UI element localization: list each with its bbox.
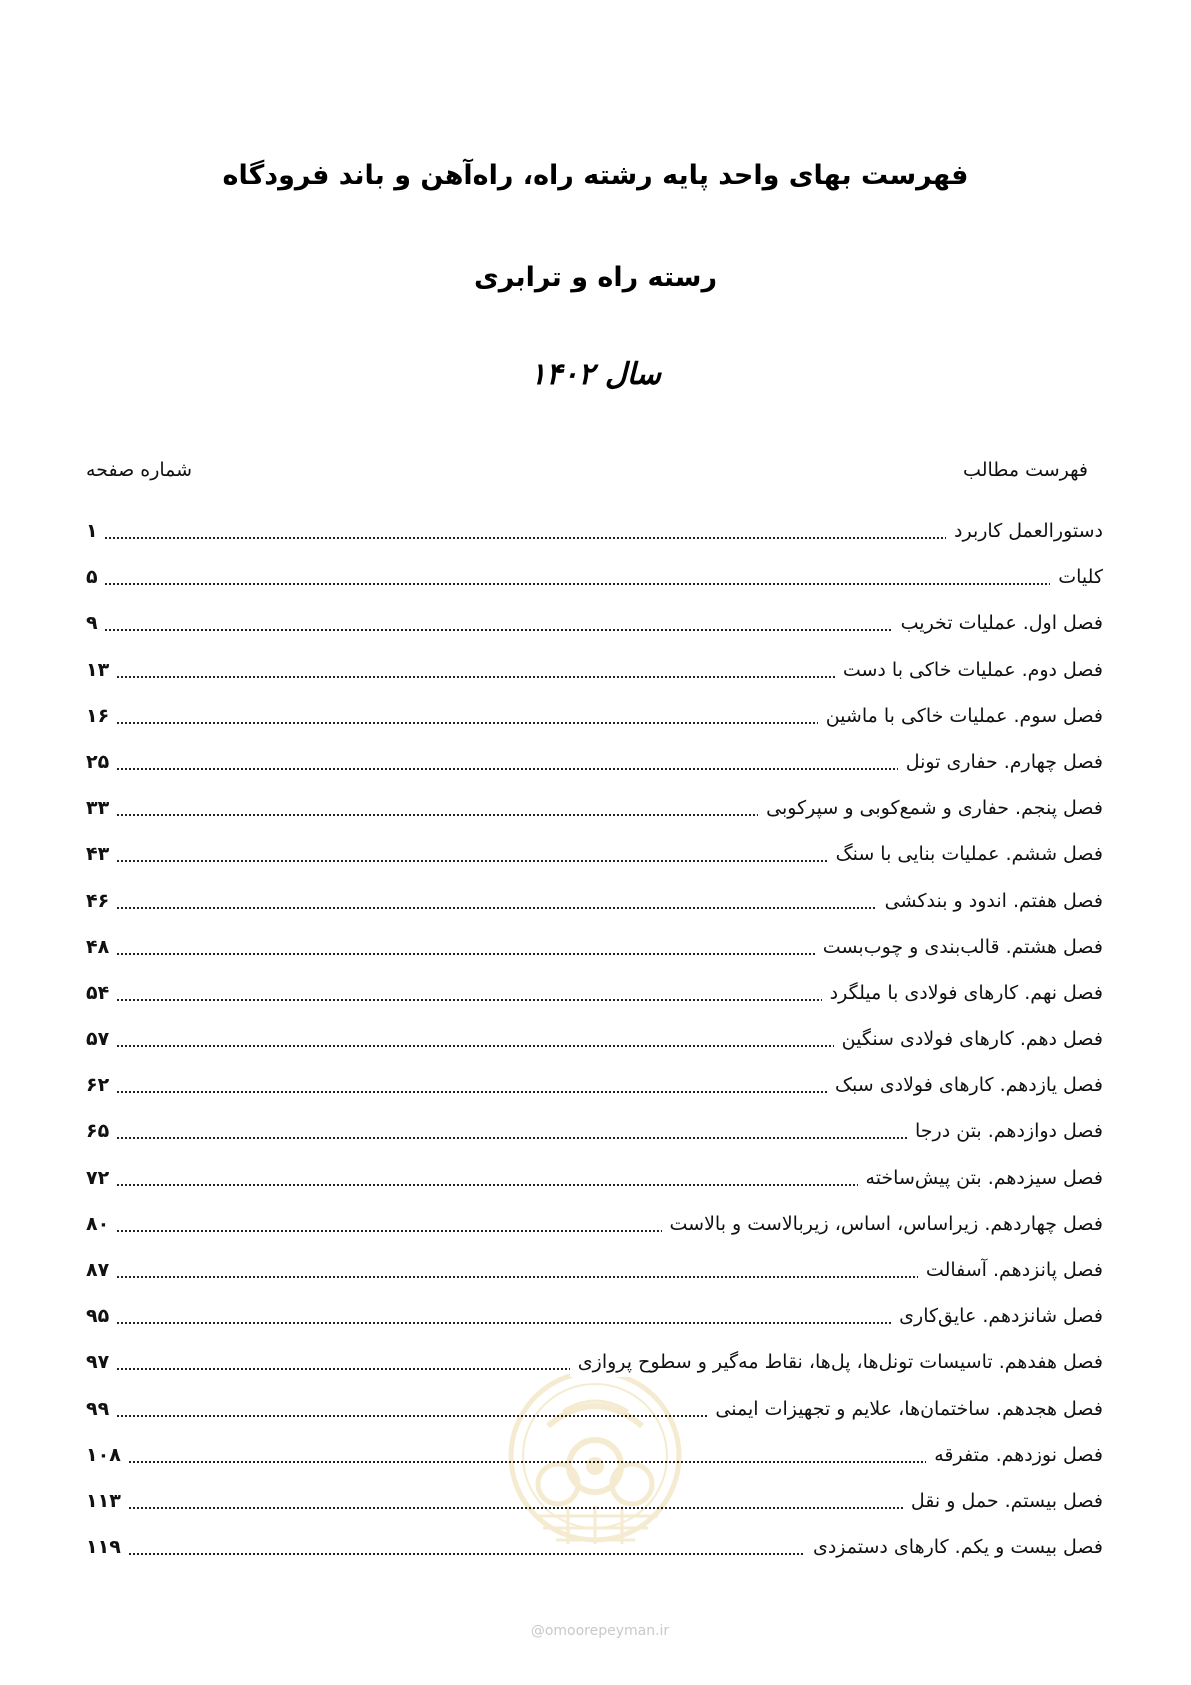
- toc-chapter-label: فصل چهارم. حفاری تونل: [898, 747, 1103, 777]
- toc-page-number: ۸۰: [86, 1209, 115, 1239]
- toc-page-number: ۹: [86, 608, 104, 638]
- toc-row: [86, 1209, 1103, 1255]
- toc-row: [86, 1116, 1103, 1162]
- toc-page-number: ۸۷: [86, 1255, 115, 1285]
- toc-row: [86, 793, 1103, 839]
- toc-page-number: ۴۳: [86, 839, 115, 869]
- toc-chapter-label: فصل نهم. کارهای فولادی با میلگرد: [822, 978, 1103, 1008]
- toc-row: [86, 747, 1103, 793]
- toc-chapter-label: فصل هشتم. قالب‌بندی و چوب‌بست: [815, 932, 1103, 962]
- toc-row: [86, 516, 1103, 562]
- contents-header: فهرست مطالب: [963, 459, 1088, 481]
- toc-chapter-label: دستورالعمل کاربرد: [946, 516, 1103, 546]
- toc-chapter-label: کلیات: [1050, 562, 1103, 592]
- toc-page-number: ۱۱۳: [86, 1486, 127, 1516]
- toc-row: [86, 655, 1103, 701]
- toc-page-number: ۹۹: [86, 1394, 115, 1424]
- toc-page-number: ۵۷: [86, 1024, 115, 1054]
- toc-chapter-label: فصل سوم. عملیات خاکی با ماشین: [818, 701, 1103, 731]
- document-subtitle: رسته راه و ترابری: [473, 262, 718, 293]
- toc-row: [86, 701, 1103, 747]
- toc-page-number: ۴۸: [86, 932, 115, 962]
- toc-page-number: ۱۱۹: [86, 1532, 127, 1562]
- toc-row: [86, 1024, 1103, 1070]
- toc-page-number: ۶۵: [86, 1116, 115, 1146]
- toc-chapter-label: فصل یازدهم. کارهای فولادی سبک: [827, 1070, 1103, 1100]
- page-number-header: شماره صفحه: [86, 459, 193, 481]
- toc-chapter-label: فصل چهاردهم. زیراساس، اساس، زیربالاست و بالاست: [662, 1209, 1104, 1239]
- toc-chapter-label: فصل هجدهم. ساختمان‌ها، علایم و تجهیزات ایمنی: [707, 1394, 1103, 1424]
- toc-page-number: ۴۶: [86, 886, 115, 916]
- toc-page-number: ۶۲: [86, 1070, 115, 1100]
- toc-row: [86, 1163, 1103, 1209]
- toc-chapter-label: فصل هفتم. اندود و بندکشی: [877, 886, 1103, 916]
- watermark-url: @omoorepeyman.ir: [530, 1623, 670, 1639]
- toc-chapter-label: فصل سیزدهم. بتن پیش‌ساخته: [858, 1163, 1103, 1193]
- toc-chapter-label: فصل هفدهم. تاسیسات تونل‌ها، پل‌ها، نقاط مه‌گیر و سطوح پروازی: [570, 1347, 1103, 1377]
- toc-page-number: ۳۳: [86, 793, 115, 823]
- toc-row: [86, 839, 1103, 885]
- toc-chapter-label: فصل پنجم. حفاری و شمع‌کوبی و سپرکوبی: [758, 793, 1103, 823]
- toc-row: [86, 932, 1103, 978]
- toc-row: [86, 886, 1103, 932]
- toc-chapter-label: فصل بیست و یکم. کارهای دستمزدی: [805, 1532, 1103, 1562]
- toc-page-number: ۱۰۸: [86, 1440, 127, 1470]
- document-year: سال ۱۴۰۲: [530, 357, 661, 392]
- toc-chapter-label: فصل نوزدهم. متفرقه: [926, 1440, 1103, 1470]
- toc-row: [86, 1070, 1103, 1116]
- toc-chapter-label: فصل ششم. عملیات بنایی با سنگ: [828, 839, 1103, 869]
- toc-chapter-label: فصل دهم. کارهای فولادی سنگین: [834, 1024, 1103, 1054]
- publisher-logo-watermark: [508, 1366, 683, 1571]
- toc-row: [86, 1301, 1103, 1347]
- toc-page-number: ۵۴: [86, 978, 115, 1008]
- toc-page-number: ۱۳: [86, 655, 115, 685]
- toc-page-number: ۷۲: [86, 1163, 115, 1193]
- toc-chapter-label: فصل دوم. عملیات خاکی با دست: [835, 655, 1103, 685]
- document-title: فهرست بهای واحد پایه رشته راه، راه‌آهن و باند فرودگاه: [222, 160, 969, 191]
- toc-row: [86, 1255, 1103, 1301]
- toc-row: [86, 562, 1103, 608]
- toc-page-number: ۹۵: [86, 1301, 115, 1331]
- toc-page-number: ۲۵: [86, 747, 115, 777]
- toc-dot-leader: [86, 583, 1103, 585]
- toc-page-number: ۵: [86, 562, 104, 592]
- toc-page-number: ۹۷: [86, 1347, 115, 1377]
- toc-page-number: ۱۶: [86, 701, 115, 731]
- toc-chapter-label: فصل پانزدهم. آسفالت: [918, 1255, 1103, 1285]
- toc-row: [86, 608, 1103, 654]
- toc-chapter-label: فصل بیستم. حمل و نقل: [903, 1486, 1103, 1516]
- toc-page-number: ۱: [86, 516, 104, 546]
- toc-chapter-label: فصل اول. عملیات تخریب: [893, 608, 1103, 638]
- toc-row: [86, 978, 1103, 1024]
- toc-chapter-label: فصل شانزدهم. عایق‌کاری: [891, 1301, 1103, 1331]
- toc-chapter-label: فصل دوازدهم. بتن درجا: [907, 1116, 1103, 1146]
